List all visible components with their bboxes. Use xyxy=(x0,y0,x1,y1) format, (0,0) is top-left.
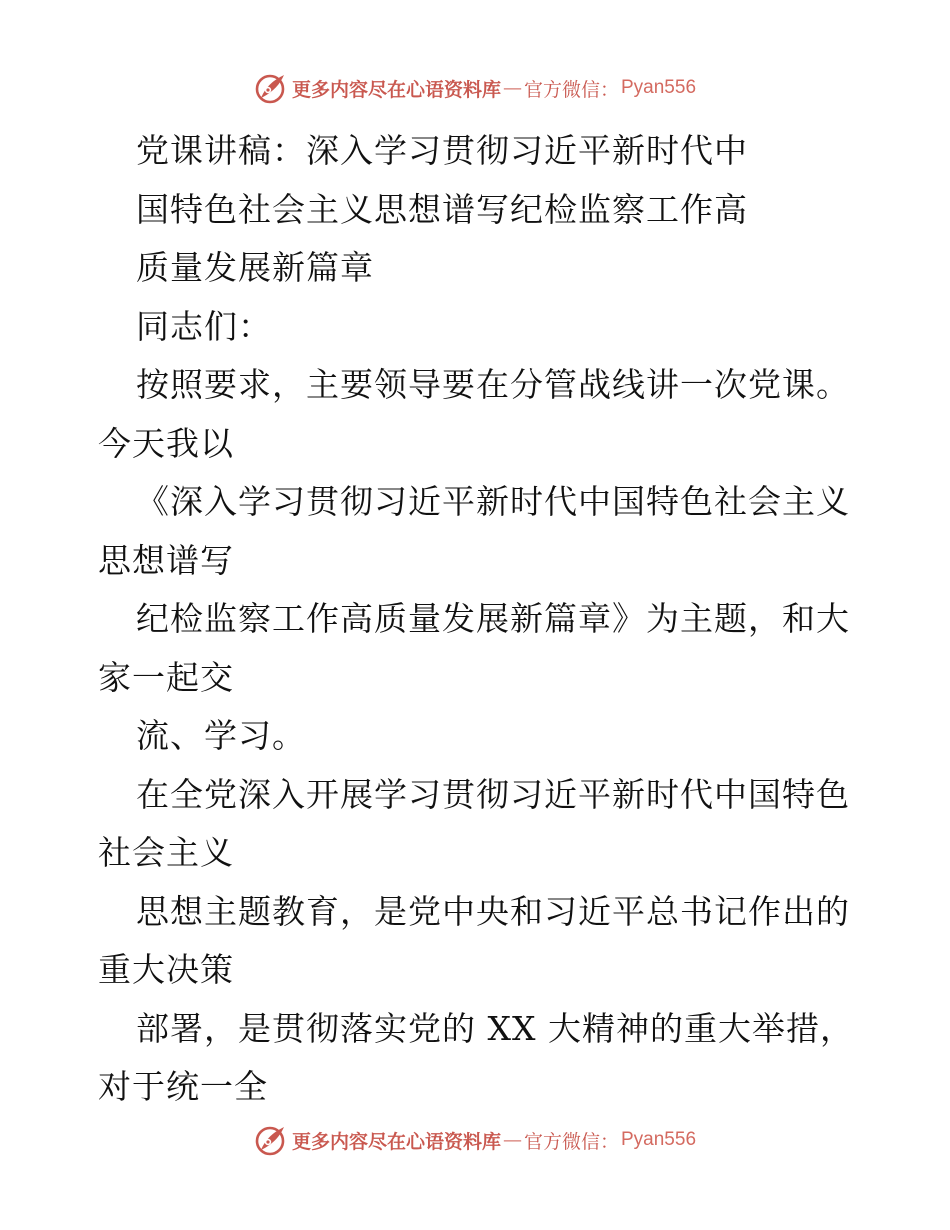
paragraph-line: 按照要求，主要领导要在分管战线讲一次党课。 xyxy=(136,365,850,404)
watermark-brand-text: 更多内容尽在心语资料库 xyxy=(291,78,501,101)
salutation: 同志们： xyxy=(136,306,272,346)
paragraph-line: 思想主题教育，是党中央和习近平总书记作出的 xyxy=(136,891,850,931)
paragraph-line: 家一起交 xyxy=(98,657,234,697)
feather-pen-logo-icon xyxy=(254,72,286,104)
watermark-wechat-label: 官方微信： xyxy=(523,78,619,101)
title-line-3: 质量发展新篇章 xyxy=(136,248,374,287)
document-body xyxy=(98,122,858,1117)
watermark-separator: — xyxy=(502,1129,522,1151)
feather-pen-logo-icon xyxy=(254,1124,286,1156)
paragraph-line: 《深入学习贯彻习近平新时代中国特色社会主义 xyxy=(136,482,850,521)
title-line-2: 国特色社会主义思想谱写纪检监察工作高 xyxy=(136,189,748,229)
title-line-1: 党课讲稿：深入学习贯彻习近平新时代中 xyxy=(136,131,748,170)
watermark-brand-text: 更多内容尽在心语资料库 xyxy=(291,1130,501,1153)
paragraph-line: 对于统一全 xyxy=(98,1067,268,1106)
paragraph-line: 思想谱写 xyxy=(98,540,234,580)
watermark-account: Pyan556 xyxy=(621,1129,697,1150)
paragraph-line: 在全党深入开展学习贯彻习近平新时代中国特色 xyxy=(136,774,850,814)
watermark-wechat-label: 官方微信： xyxy=(523,1130,619,1153)
watermark-separator: — xyxy=(502,77,522,99)
paragraph-line: 部署，是贯彻落实党的 XX 大精神的重大举措， xyxy=(136,1008,854,1048)
paragraph-line: 重大决策 xyxy=(98,950,234,989)
watermark-account: Pyan556 xyxy=(621,77,697,98)
paragraph-line: 纪检监察工作高质量发展新篇章》为主题，和大 xyxy=(136,599,850,638)
header-watermark xyxy=(0,70,950,106)
paragraph-line: 今天我以 xyxy=(98,423,234,463)
paragraph-line: 社会主义 xyxy=(98,833,234,872)
paragraph-line: 流、学习。 xyxy=(136,716,306,755)
footer-watermark xyxy=(0,1122,950,1158)
